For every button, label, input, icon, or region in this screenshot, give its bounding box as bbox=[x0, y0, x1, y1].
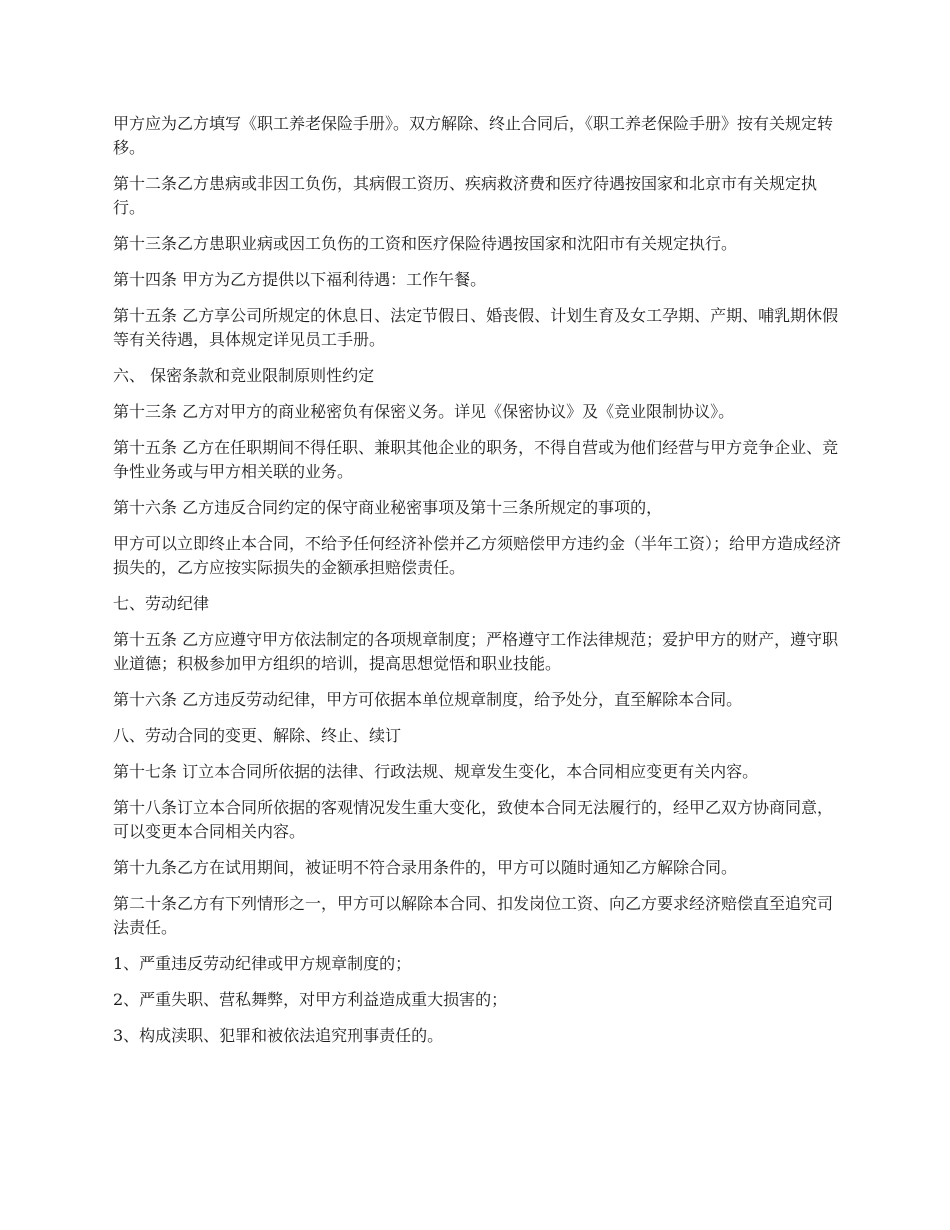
paragraph-article-14: 第十四条 甲方为乙方提供以下福利待遇：工作午餐。 bbox=[113, 270, 487, 289]
list-item-1: 1、严重违反劳动纪律或甲方规章制度的； bbox=[113, 954, 412, 973]
paragraph-breach-compensation: 甲方可以立即终止本合同，不给予任何经济补偿并乙方须赔偿甲方违约金（半年工资）；给甲方造成经济损失的，乙方应按实际损失的金额承担赔偿责任。 bbox=[113, 534, 842, 577]
section-heading-contract-changes: 八、劳动合同的变更、解除、终止、续订 bbox=[113, 726, 402, 745]
paragraph-article-19: 第十九条乙方在试用期间，被证明不符合录用条件的，甲方可以随时通知乙方解除合同。 bbox=[113, 858, 738, 877]
paragraph-discipline-article-15: 第十五条 乙方应遵守甲方依法制定的各项规章制度；严格遵守工作法律规范；爱护甲方的财产，遵守职业道德；积极参加甲方组织的培训，提高思想觉悟和职业技能。 bbox=[113, 630, 839, 673]
section-heading-confidentiality: 六、 保密条款和竞业限制原则性约定 bbox=[113, 366, 375, 385]
paragraph-discipline-article-16: 第十六条 乙方违反劳动纪律，甲方可依据本单位规章制度，给予处分，直至解除本合同。 bbox=[113, 690, 743, 709]
paragraph-confidentiality-article-16: 第十六条 乙方违反合同约定的保守商业秘密事项及第十三条所规定的事项的， bbox=[113, 498, 663, 517]
paragraph-confidentiality-article-13: 第十三条 乙方对甲方的商业秘密负有保密义务。详见《保密协议》及《竞业限制协议》。 bbox=[113, 402, 735, 421]
paragraph-article-13: 第十三条乙方患职业病或因工负伤的工资和医疗保险待遇按国家和沈阳市有关规定执行。 bbox=[113, 234, 738, 253]
paragraph-article-12: 第十二条乙方患病或非因工负伤，其病假工资历、疾病救济费和医疗待遇按国家和北京市有关规定执行。 bbox=[113, 174, 818, 217]
list-item-3: 3、构成渎职、犯罪和被依法追究刑事责任的。 bbox=[113, 1026, 444, 1045]
list-item-2: 2、严重失职、营私舞弊，对甲方利益造成重大损害的； bbox=[113, 990, 508, 1009]
paragraph-article-15: 第十五条 乙方享公司所规定的休息日、法定节假日、婚丧假、计划生育及女工孕期、产期、哺乳期休假等有关待遇，具体规定详见员工手册。 bbox=[113, 306, 839, 349]
document-body bbox=[113, 112, 843, 1060]
paragraph-insurance-handbook: 甲方应为乙方填写《职工养老保险手册》。双方解除、终止合同后，《职工养老保险手册》按有关规定转移。 bbox=[113, 114, 834, 157]
paragraph-article-17: 第十七条 订立本合同所依据的法律、行政法规、规章发生变化，本合同相应变更有关内容。 bbox=[113, 762, 759, 781]
paragraph-article-18: 第十八条订立本合同所依据的客观情况发生重大变化，致使本合同无法履行的，经甲乙双方协商同意，可以变更本合同相关内容。 bbox=[113, 798, 834, 841]
paragraph-confidentiality-article-15: 第十五条 乙方在任职期间不得任职、兼职其他企业的职务，不得自营或为他们经营与甲方竞争企业、竞争性业务或与甲方相关联的业务。 bbox=[113, 438, 839, 481]
paragraph-article-20: 第二十条乙方有下列情形之一，甲方可以解除本合同、扣发岗位工资、向乙方要求经济赔偿直至追究司法责任。 bbox=[113, 894, 834, 937]
section-heading-discipline: 七、劳动纪律 bbox=[113, 594, 210, 613]
